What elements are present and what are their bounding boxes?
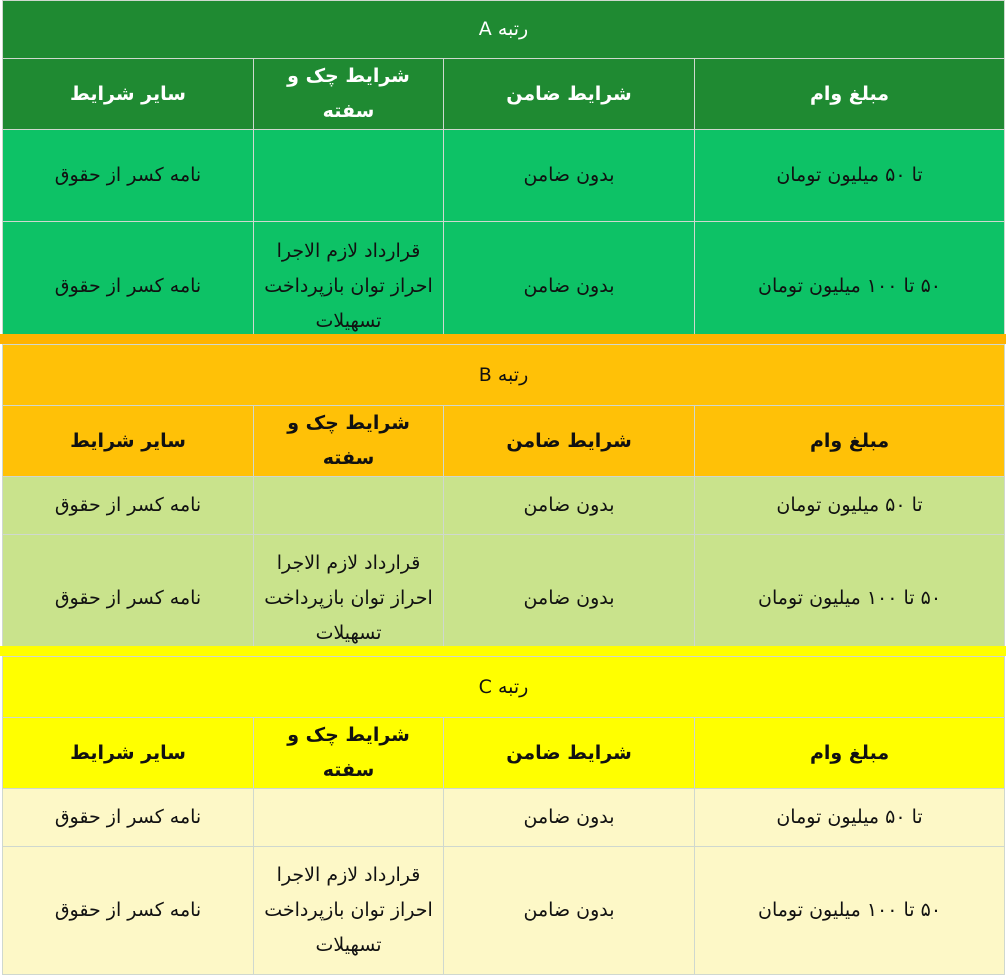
header-other: سایر شرایط — [3, 718, 254, 789]
tier-title: رتبه A — [3, 1, 1005, 59]
cheque-line: احراز توان بازپرداخت — [264, 275, 433, 297]
other-cell: نامه کسر از حقوق — [3, 535, 254, 663]
header-cheque: شرایط چک و سفته — [254, 718, 444, 789]
header-guarantor: شرایط ضامن — [444, 718, 695, 789]
header-loan-amount: مبلغ وام — [695, 406, 1005, 477]
other-cell: نامه کسر از حقوق — [3, 789, 254, 847]
header-loan-amount: مبلغ وام — [695, 59, 1005, 130]
cheque-line: تسهیلات — [315, 310, 382, 332]
tier-b-table — [2, 344, 1005, 663]
tier-separator — [0, 334, 1006, 344]
guarantor-cell: بدون ضامن — [444, 130, 695, 222]
header-loan-amount: مبلغ وام — [695, 718, 1005, 789]
header-cheque: شرایط چک و سفته — [254, 406, 444, 477]
loan-amount-cell: تا ۵۰ میلیون تومان — [695, 130, 1005, 222]
loan-amount-cell: ۵۰ تا ۱۰۰ میلیون تومان — [695, 535, 1005, 663]
other-cell: نامه کسر از حقوق — [3, 222, 254, 352]
table-row — [3, 222, 1005, 352]
other-cell: نامه کسر از حقوق — [3, 130, 254, 222]
header-guarantor: شرایط ضامن — [444, 59, 695, 130]
tier-a-table — [2, 0, 1005, 352]
tier-title: رتبه B — [3, 345, 1005, 406]
cheque-line: احراز توان بازپرداخت — [264, 587, 433, 609]
other-cell: نامه کسر از حقوق — [3, 847, 254, 975]
loan-amount-cell: ۵۰ تا ۱۰۰ میلیون تومان — [695, 222, 1005, 352]
loan-amount-cell: تا ۵۰ میلیون تومان — [695, 789, 1005, 847]
cheque-line: احراز توان بازپرداخت — [264, 899, 433, 921]
table-row — [3, 477, 1005, 535]
cheque-line: قرارداد لازم الاجرا — [276, 240, 421, 262]
header-cheque: شرایط چک و سفته — [254, 59, 444, 130]
loan-amount-cell: ۵۰ تا ۱۰۰ میلیون تومان — [695, 847, 1005, 975]
table-row — [3, 789, 1005, 847]
cheque-cell — [254, 847, 444, 975]
tier-title: رتبه C — [3, 657, 1005, 718]
other-cell: نامه کسر از حقوق — [3, 477, 254, 535]
guarantor-cell: بدون ضامن — [444, 222, 695, 352]
header-guarantor: شرایط ضامن — [444, 406, 695, 477]
cheque-cell — [254, 222, 444, 352]
tier-c-table — [2, 656, 1005, 975]
cheque-line: تسهیلات — [315, 622, 382, 644]
guarantor-cell: بدون ضامن — [444, 535, 695, 663]
table-row — [3, 535, 1005, 663]
table-row — [3, 847, 1005, 975]
guarantor-cell: بدون ضامن — [444, 477, 695, 535]
cheque-cell — [254, 789, 444, 847]
header-other: سایر شرایط — [3, 406, 254, 477]
cheque-cell — [254, 477, 444, 535]
header-other: سایر شرایط — [3, 59, 254, 130]
loan-amount-cell: تا ۵۰ میلیون تومان — [695, 477, 1005, 535]
cheque-line: قرارداد لازم الاجرا — [276, 864, 421, 886]
tier-separator — [0, 646, 1006, 656]
guarantor-cell: بدون ضامن — [444, 789, 695, 847]
cheque-cell — [254, 130, 444, 222]
table-row — [3, 130, 1005, 222]
cheque-line: تسهیلات — [315, 934, 382, 956]
cheque-cell — [254, 535, 444, 663]
cheque-line: قرارداد لازم الاجرا — [276, 552, 421, 574]
guarantor-cell: بدون ضامن — [444, 847, 695, 975]
